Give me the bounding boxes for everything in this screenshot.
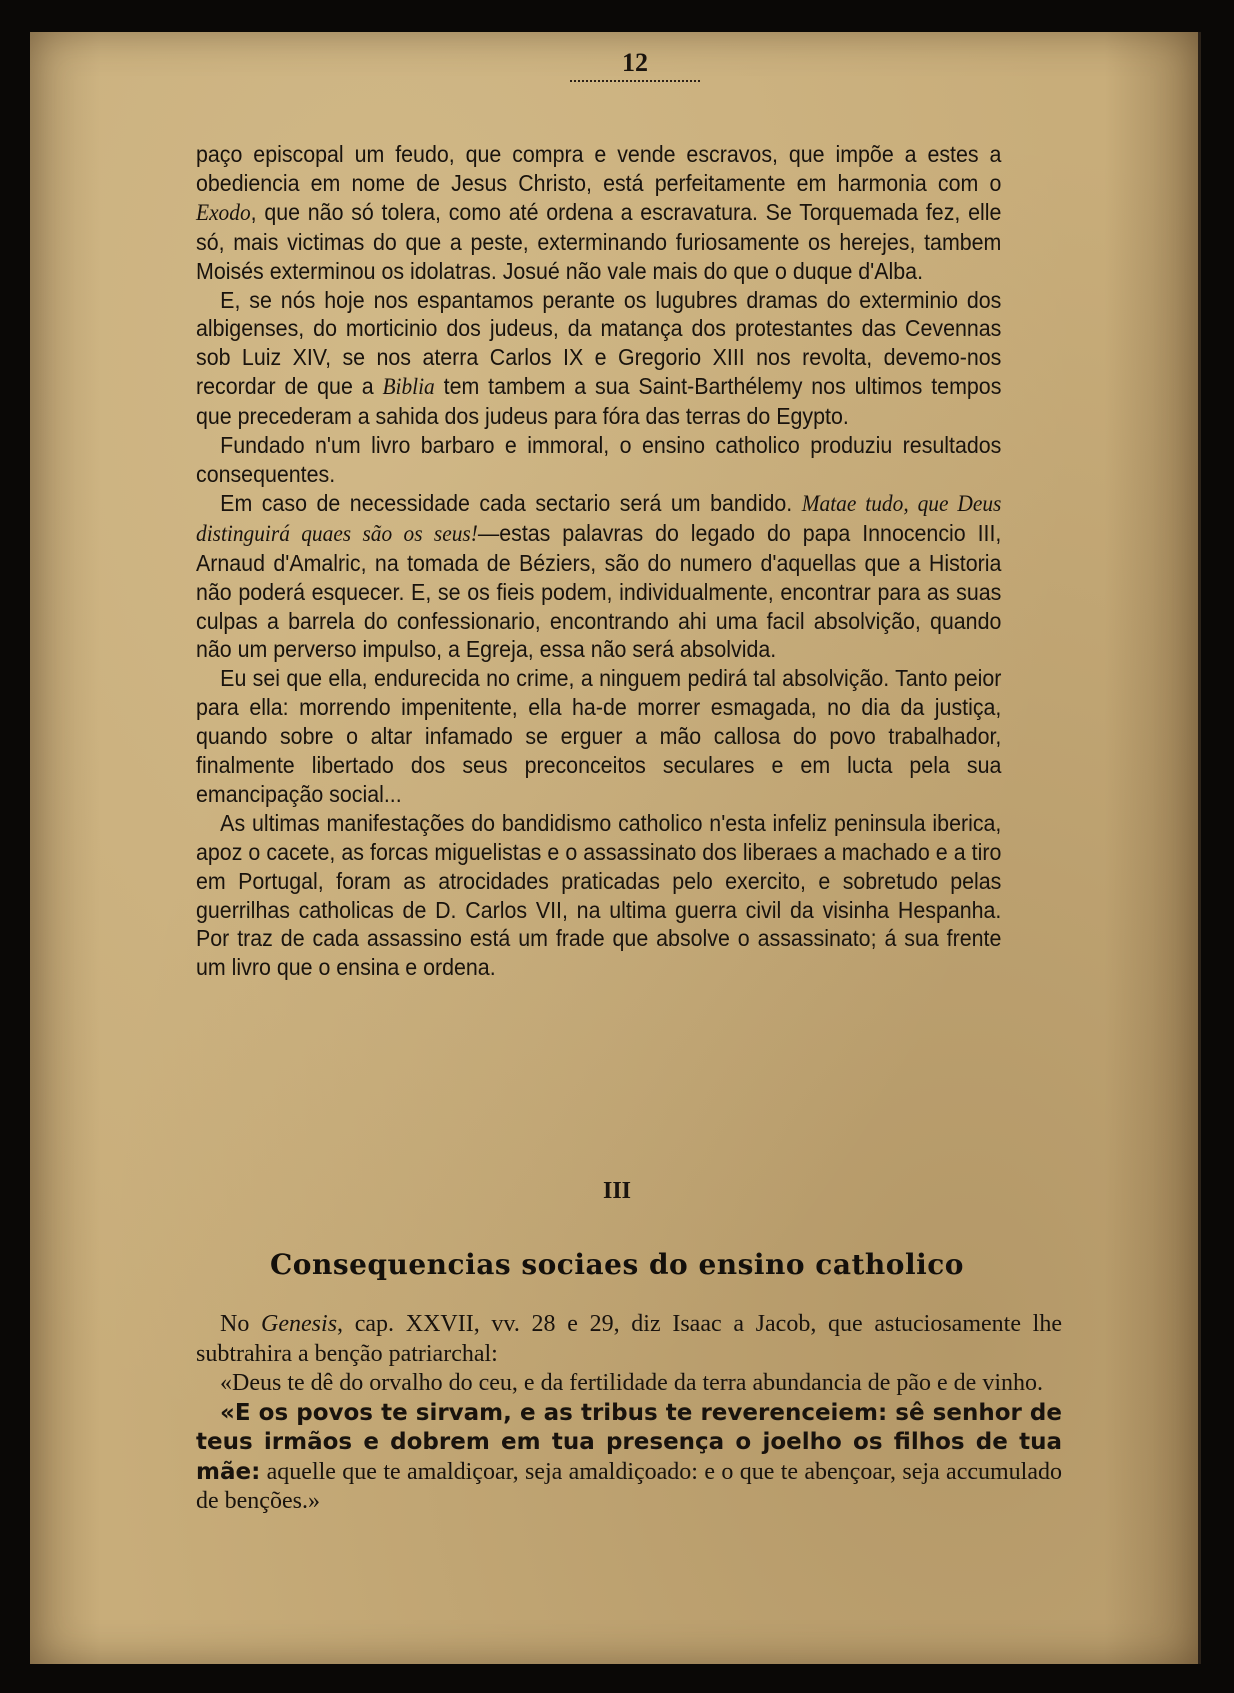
italic-text: Exodo — [196, 199, 251, 225]
italic-text: Genesis — [261, 1311, 338, 1337]
section-paragraph — [196, 1399, 1062, 1517]
text-run: Eu sei que ella, endurecida no crime, a ninguem pedirá tal absolvição. Tanto peior para ella: morrendo impenitente, ella ha-de morrer esmagada, no dia da justiça, quando sobre o altar infamado se erguer a mão callosa do povo trabalhador, finalmente libertado dos seus preconceitos seculares e em lucta pela sua emancipação social... — [196, 665, 1002, 807]
text-run: «Deus te dê do orvalho do ceu, e da fertilidade da terra abundancia de pão e de vinho. — [220, 1370, 1043, 1396]
body-paragraph — [196, 140, 1001, 286]
section-paragraph — [196, 1310, 1062, 1369]
section-text — [196, 1310, 1062, 1517]
section-paragraph — [196, 1369, 1062, 1399]
body-text — [196, 140, 1001, 982]
body-paragraph — [196, 489, 1001, 664]
body-paragraph — [196, 664, 1001, 809]
text-run: As ultimas manifestações do bandidismo catholico n'esta infeliz peninsula iberica, apoz o cacete, as forcas miguelistas e o assassinato dos liberaes a machado e a tiro em Portugal, foram as atrocidades praticadas pelo exercito, e sobretudo pelas guerrilhas catholicas de D. Carlos VII, na ultima guerra civil da visinha Hespanha. Por traz de cada assassino está um frade que absolve o assassinato; á sua frente um livro que o ensina e ordena. — [196, 809, 1002, 981]
text-run: tem tambem a sua Saint-Barthélemy nos ultimos tempos que precederam a sahida dos judeus para fóra das terras do Egypto. — [196, 373, 1002, 430]
italic-text: Biblia — [382, 374, 435, 400]
header-rule — [570, 80, 700, 82]
text-run: paço episcopal um feudo, que compra e vende escravos, que impõe a estes a obediencia em nome de Jesus Christo, está perfeitamente em harmonia com o — [196, 141, 1002, 196]
text-run: No — [220, 1311, 262, 1337]
text-run: «E os povos te sirvam, e as tribus te reverenceiem: sê senhor de teus irmãos e dobrem em tua presença o joelho os filhos de tua mãe: — [196, 1399, 1062, 1485]
body-paragraph — [196, 809, 1001, 982]
page-edge — [1198, 32, 1201, 1664]
text-run: Em caso de necessidade cada sectario será um bandido. — [220, 489, 802, 516]
text-run: E, se nós hoje nos espantamos perante os lugubres dramas do exterminio dos albigenses, do morticinio dos judeus, da matança dos protestantes das Cevennas sob Luiz XIV, se nos aterra Carlos IX e Gregorio XIII nos revolta, devemo-nos recordar de que a — [196, 286, 1002, 400]
italic-text: Matae tudo, que Deus distinguirá quaes são os seus! — [196, 490, 1002, 546]
body-paragraph — [196, 431, 1001, 489]
text-run: , cap. XXVII, vv. 28 e 29, diz Isaac a Jacob, que astuciosamente lhe subtrahira a benção patriarchal: — [196, 1311, 1062, 1367]
body-paragraph — [196, 286, 1001, 432]
section-number: III — [602, 1178, 632, 1204]
text-run: , que não só tolera, como até ordena a escravatura. Se Torquemada fez, elle só, mais victimas do que a peste, exterminando furiosamente os herejes, tambem Moisés exterminou os idolatras. Josué não vale mais do que o duque d'Alba. — [196, 198, 1002, 284]
text-run: aquelle que te amaldiçoar, seja amaldiçoado: e o que te abençoar, seja accumulado de benções.» — [196, 1458, 1062, 1514]
page-header — [565, 48, 705, 82]
page-number: 12 — [622, 48, 648, 77]
text-run: Fundado n'um livro barbaro e immoral, o ensino catholico produziu resultados consequentes. — [196, 432, 1002, 487]
section-title: Consequencias sociaes do ensino catholico — [270, 1248, 964, 1281]
text-run: —estas palavras do legado do papa Innocencio III, Arnaud d'Amalric, na tomada de Béziers, são do numero d'aquellas que a Historia não poderá esquecer. E, se os fieis podem, individualmente, encontrar para as suas culpas a barrela do confessionario, encontrando ahi uma facil absolvição, quando não um perverso impulso, a Egreja, essa não será absolvida. — [196, 519, 1002, 663]
